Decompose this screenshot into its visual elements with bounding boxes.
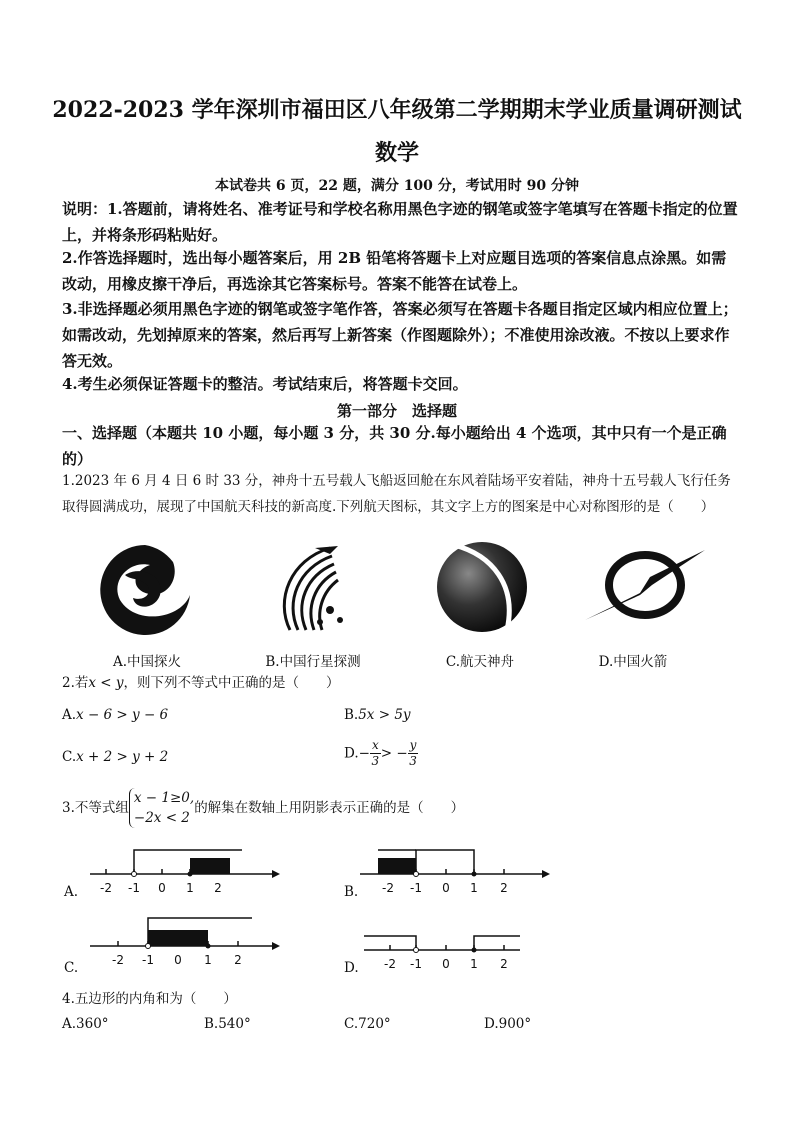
number-line-c bbox=[82, 910, 282, 972]
exam-title: 2022-2023 学年深圳市福田区八年级第二学期期末学业质量调研测试 bbox=[52, 97, 742, 123]
tick-label: 2 bbox=[234, 953, 242, 967]
q4-option-d: D.900° bbox=[484, 1016, 532, 1032]
q1-option-a: A.中国探火 bbox=[112, 654, 182, 670]
tick-label: 0 bbox=[442, 881, 450, 895]
q4-option-b: B.540° bbox=[204, 1016, 251, 1032]
china-mars-logo bbox=[95, 540, 195, 640]
tick-label: 0 bbox=[174, 953, 182, 967]
tick-label: 2 bbox=[500, 881, 508, 895]
number-line-a bbox=[82, 838, 282, 898]
q2-prefix: 2.若 bbox=[62, 675, 89, 691]
subject-title: 数学 bbox=[374, 140, 419, 166]
q2-option-c: C.x + 2 > y + 2 bbox=[62, 749, 169, 765]
tick-label: 2 bbox=[214, 881, 222, 895]
q2-option-d: D.− $\frac{x}{3}$ > − $\frac{y}{3}$ bbox=[344, 738, 417, 768]
q2-condition: x < y bbox=[88, 675, 124, 691]
number-line-d bbox=[360, 914, 560, 974]
question-3: 3.不等式组 x − 1≥0, −2x < 2 的解集在数轴上用阴影表示正确的是（ ） bbox=[62, 790, 465, 826]
section-title: 一、选择题（本题共 10 小题，每小题 3 分，共 30 分.每小题给出 4 个选项，其中只有一个是正确的） bbox=[62, 424, 727, 468]
q1-option-c: C.航天神舟 bbox=[445, 654, 515, 670]
shenzhou-logo bbox=[432, 535, 532, 635]
part1-title: 第一部分 选择题 bbox=[336, 402, 457, 420]
question-2 bbox=[62, 670, 340, 696]
tick-label: 0 bbox=[158, 881, 166, 895]
q3-label-d: D. bbox=[344, 960, 359, 976]
china-rocket-logo bbox=[580, 545, 710, 625]
q3-label-c: C. bbox=[64, 960, 79, 976]
tick-label: 1 bbox=[470, 881, 478, 895]
tick-label: -2 bbox=[382, 881, 394, 895]
question-1: 1.2023 年 6 月 4 日 6 时 33 分，神舟十五号载人飞船返回舱在东风着陆场平安着陆，神舟十五号载人飞行任务取得圆满成功，展现了中国航天科技的新高度.下列航天图标，其文字上方的图案是中心对称图形的是（ ） bbox=[62, 473, 731, 515]
q1-option-b: B.中国行星探测 bbox=[265, 654, 361, 670]
q4-option-c: C.720° bbox=[344, 1016, 391, 1032]
q3-label-a: A. bbox=[64, 884, 79, 900]
inequality-system: x − 1≥0, −2x < 2 bbox=[129, 788, 194, 828]
q2-option-a: A.x − 6 > y − 6 bbox=[62, 707, 169, 723]
tick-label: -1 bbox=[128, 881, 140, 895]
tick-label: 2 bbox=[500, 957, 508, 971]
tick-label: 1 bbox=[186, 881, 194, 895]
tick-label: 0 bbox=[442, 957, 450, 971]
q2-option-b: B.5x > 5y bbox=[344, 707, 411, 723]
tick-label: -2 bbox=[384, 957, 396, 971]
q1-option-d: D.中国火箭 bbox=[598, 654, 668, 670]
tick-label: -2 bbox=[112, 953, 124, 967]
q4-option-a: A.360° bbox=[62, 1016, 109, 1032]
instruction-1: 说明：1.答题前，请将姓名、准考证号和学校名称用黑色字迹的钢笔或签字笔填写在答题卡指定的位置上，并将条形码粘贴好。 bbox=[62, 200, 738, 244]
number-line-b bbox=[352, 838, 552, 898]
question-4: 4.五边形的内角和为（ ） bbox=[62, 991, 237, 1007]
instruction-3: 3.非选择题必须用黑色字迹的钢笔或签字笔作答，答案必须写在答题卡各题目指定区域内相应位置上；如需改动，先划掉原来的答案，然后再写上新答案（作图题除外）；不准使用涂改液。不按以上要求作答无效。 bbox=[62, 300, 738, 370]
q3-label-b: B. bbox=[344, 884, 359, 900]
tick-label: 1 bbox=[470, 957, 478, 971]
tick-label: -1 bbox=[142, 953, 154, 967]
tick-label: 1 bbox=[204, 953, 212, 967]
q2-suffix: ，则下列不等式中正确的是（ ） bbox=[123, 675, 340, 691]
instruction-4: 4.考生必须保证答题卡的整洁。考试结束后，将答题卡交回。 bbox=[62, 375, 468, 393]
tick-label: -1 bbox=[410, 957, 422, 971]
tick-label: -1 bbox=[410, 881, 422, 895]
exam-info: 本试卷共 6 页，22 题，满分 100 分，考试用时 90 分钟 bbox=[214, 178, 580, 194]
planetary-exploration-logo bbox=[270, 540, 370, 640]
tick-label: -2 bbox=[100, 881, 112, 895]
instruction-2: 2.作答选择题时，选出每小题答案后，用 2B 铅笔将答题卡上对应题目选项的答案信息点涂黑。如需改动，用橡皮擦干净后，再选涂其它答案标号。答案不能答在试卷上。 bbox=[62, 249, 727, 293]
